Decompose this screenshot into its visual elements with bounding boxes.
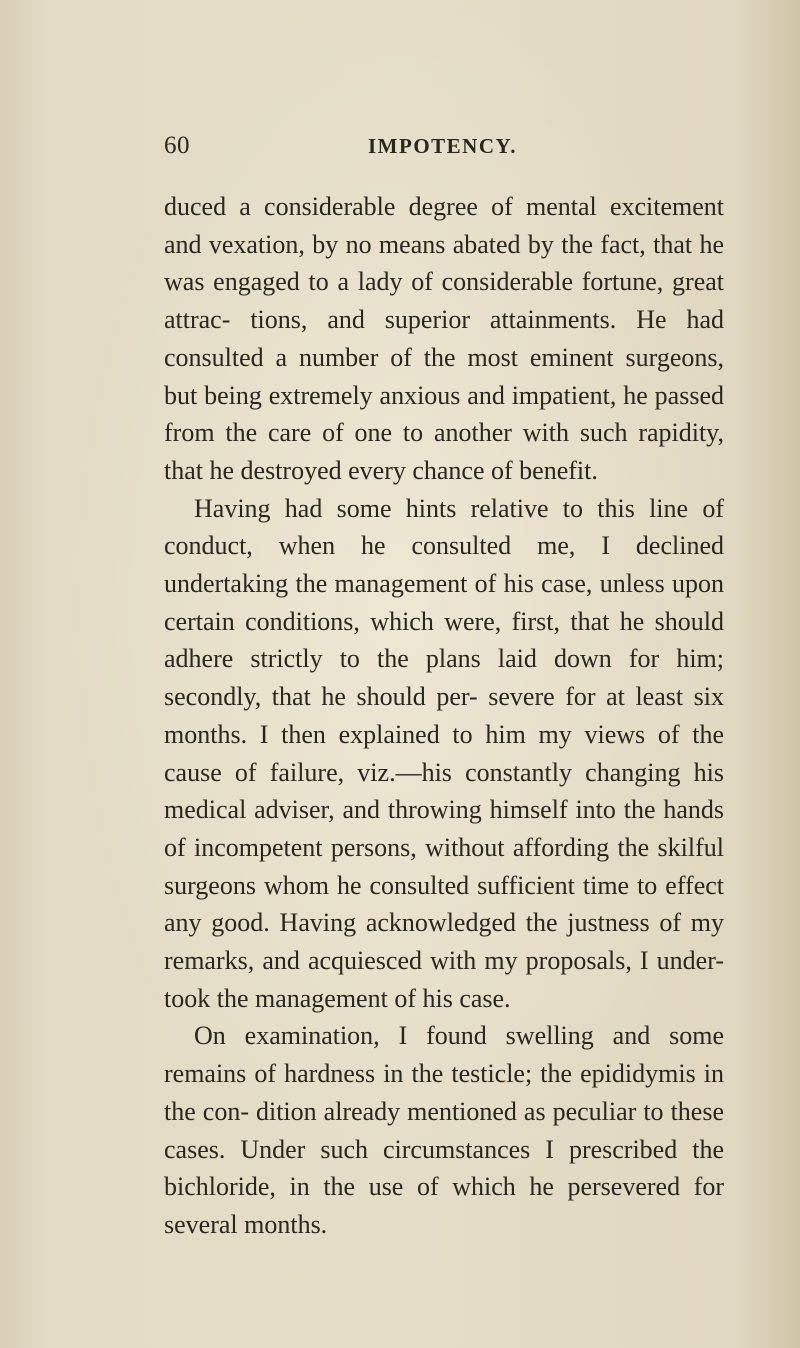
paragraph-on-examination: On examination, I found swelling and some remains of hardness in the testicle; the epididymis in the con- dition already mentioned as peculiar to these cases. Under such circumstances I prescribed the bichloride, in the use of which he persevered for several months.: [164, 1021, 724, 1239]
body-text: [164, 188, 724, 1244]
page-number: 60: [164, 132, 190, 159]
paragraph-continued: duced a considerable degree of mental excitement and vexation, by no means abated by the fact, that he was engaged to a lady of considerable fortune, great attrac- tions, and superior attainments. He had consulted a number of the most eminent surgeons, but being extremely anxious and impatient, he passed from the care of one to another with such rapidity, that he destroyed every chance of benefit.: [164, 192, 724, 485]
paragraph-having-had-some-hints: Having had some hints relative to this line of conduct, when he consulted me, I declined undertaking the management of his case, unless upon certain conditions, which were, first, that he should adhere strictly to the plans laid down for him; secondly, that he should per- severe for at least six months. I then explained to him my views of the cause of failure, viz.—his constantly changing his medical adviser, and throwing himself into the hands of incompetent persons, without affording the skilful surgeons whom he consulted sufficient time to effect any good. Having acknowledged the justness of my remarks, and acquiesced with my proposals, I under- took the management of his case.: [164, 493, 724, 1013]
page-header: [164, 132, 724, 168]
running-head: IMPOTENCY.: [368, 134, 517, 158]
